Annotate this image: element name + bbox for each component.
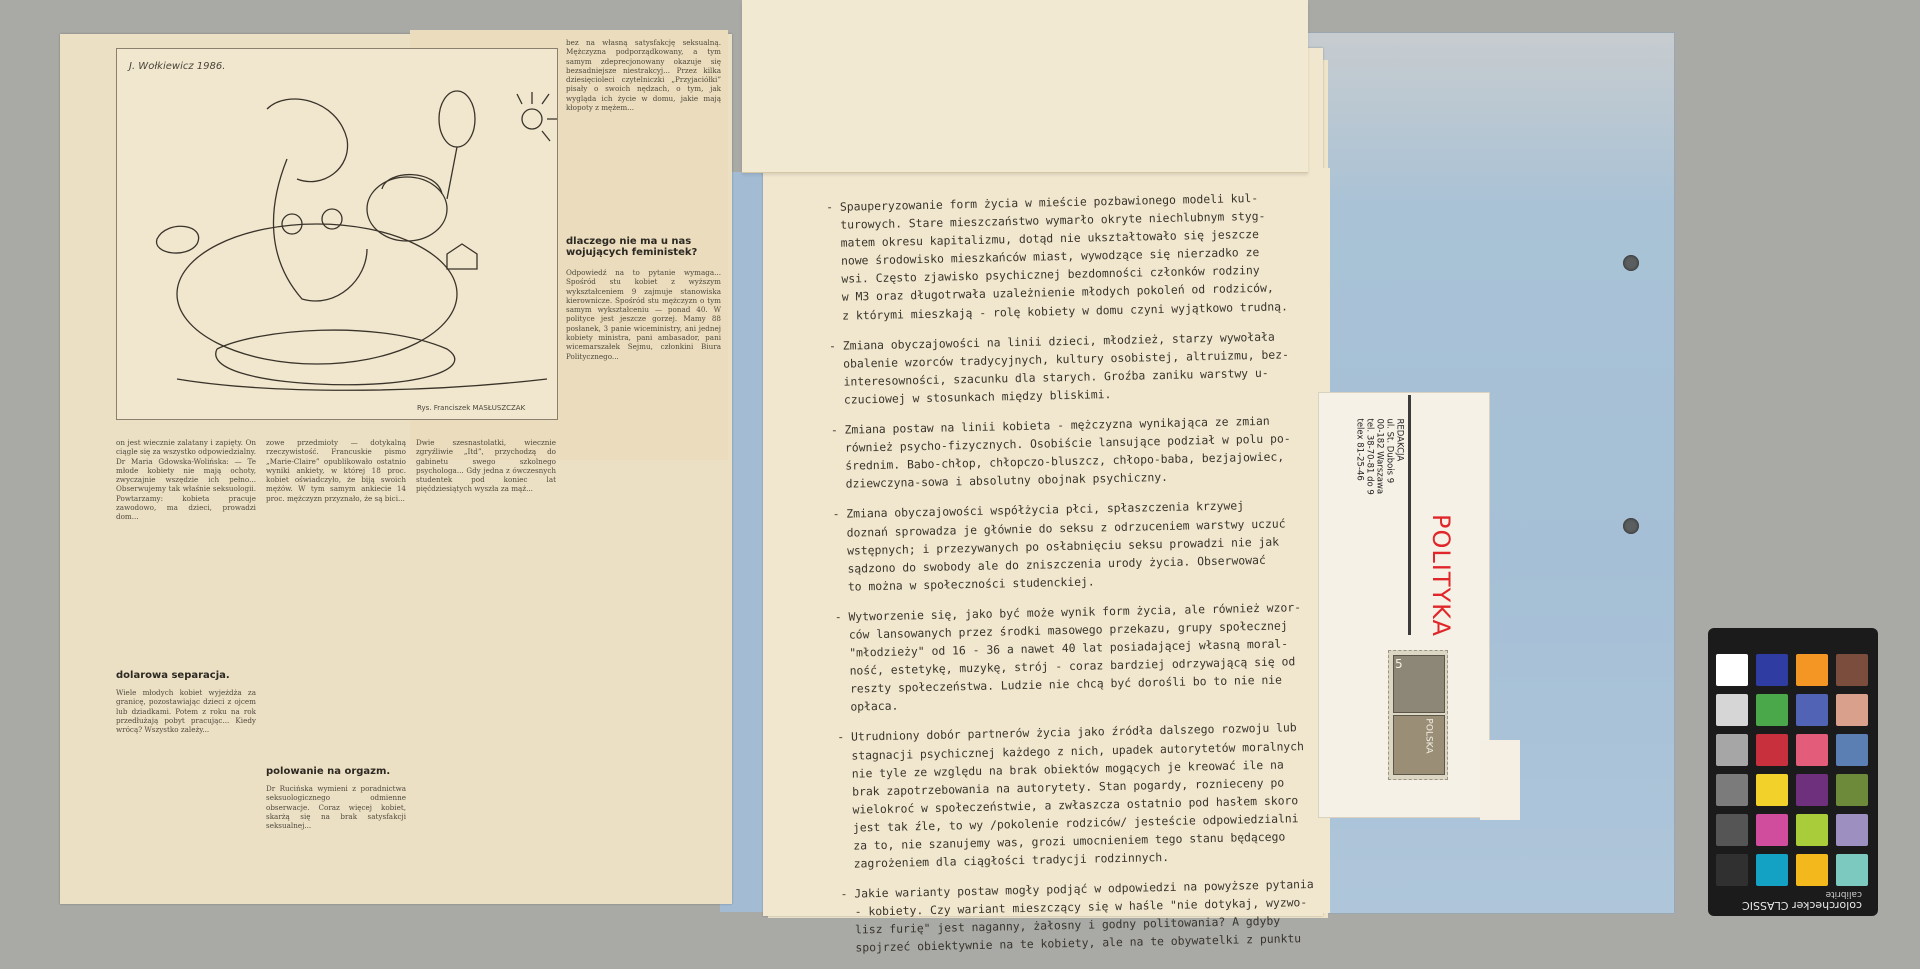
envelope-address — [1349, 400, 1409, 600]
color-patch — [1756, 734, 1788, 766]
stamp-value: 5 — [1395, 657, 1403, 671]
folded-top-flap — [742, 0, 1308, 173]
color-patch — [1716, 734, 1748, 766]
color-patch — [1796, 814, 1828, 846]
illustration-caption: Rys. Franciszek MASŁUSZCZAK — [417, 404, 526, 412]
postage-stamps — [1388, 650, 1448, 780]
article-column-right: Odpowiedź na to pytanie wymaga... Spośród stu kobiet z wyższym wykształceniem 9 zajmuje stanowiska kierownicze. Spośród stu mężczyzn o tym samym wykształceniu — ponad 40. W polityce jest jeszcze gorzej. Mamy 88 posłanek, 3 panie wiceministry, ani jednej kobiety ministra, pani ambasador, pani wicemarszałek Sejmu, członkini Biura Politycznego... — [566, 268, 721, 361]
color-checker-patches — [1714, 654, 1874, 894]
typescript-paragraph: - Utrudniony dobór partnerów życia jako źródła dalszego rozwoju lub stagnacji psychicznej każdego z nich, upadek autorytetów moralnych nie tyle ze względu na brak obiektów mogących je kreować ile na brak zapotrzebowania na autorytety. Stan pogardy, roznieceny po wielokroć w społeczeństwie, a zwłaszcza ostatnio pod hasłem skoro jest tak źle, to wy /pokolenie rodziców/ jesteście odpowiedzialni za to, nie szanujemy was, grozi umocnieniem tego stanu będącego zagrożeniem dla ciągłości tradycji rodzinnych. — [837, 720, 1305, 871]
address-line: REDAKCJA — [1394, 418, 1405, 462]
address-line: ul. St. Dubois 9 — [1384, 418, 1395, 484]
typescript-paragraph: - Zmiana obyczajowości współżycia płci, spłaszczenia krzywej doznań sprowadza je głównie do seksu z odrzuceniem warstwy uczuć wstępnych; i przezywanych po osłabnięciu seksu prowadzi nie jak sądzono do swobody ale do zniszczenia urody życia. Obserwować to można w społeczności studenckiej. — [832, 498, 1286, 594]
color-patch — [1756, 654, 1788, 686]
color-patch — [1756, 694, 1788, 726]
subheading-orgasm: polowanie na orgazm. — [266, 766, 391, 777]
color-patch — [1796, 654, 1828, 686]
color-patch — [1796, 734, 1828, 766]
color-patch — [1836, 774, 1868, 806]
typescript-paragraph: - Spauperyzowanie form życia w mieście pozbawionego modeli kul- turowych. Stare mieszczaństwo wymarło okryte niechlubnym styg- matem okresu kapitalizmu, dotąd nie ukształtowało się jeszcze nowe środowisko mieszkańców miast, wywodzące się nierzadko ze wsi. Często zjawisko psychicznej bezdomności członków rodziny w M3 oraz długotrwała uzależnienie młodych pokoleń od rodziców, z którymi mieszkają - rolę kobiety w domu czyni wyjątkowo trudną. — [826, 190, 1288, 323]
address-line: telex 81-25-46 — [1354, 418, 1365, 481]
color-patch — [1716, 694, 1748, 726]
stamp-bottom — [1393, 715, 1445, 775]
article-column-1b: Wiele młodych kobiet wyjeżdża za granicę, pozostawiając dzieci z ojcem lub dziadkami. Potem z roku na rok przedłużają pobyt pracując... Kiedy wrócą? Wszystko zależy... — [116, 688, 256, 735]
color-patch — [1836, 814, 1868, 846]
address-line: tel. 38-70-81 do 9 — [1364, 418, 1375, 495]
typescript-paragraph: - Jakie warianty postaw mogły podjąć w odpowiedzi na powyższe pytania - kobiety. Czy wariant mieszczący się w haśle "nie dotykaj, wyzwo- lisz furię" jest naganny, żałosny i godny politowania? A gdyby spojrzeć obiektywnie na te kobiety, ale na te obywatelki z punktu — [840, 877, 1314, 956]
punch-hole-top — [1623, 255, 1639, 271]
color-patch — [1796, 694, 1828, 726]
envelope-brand — [1419, 512, 1463, 637]
color-patch — [1716, 814, 1748, 846]
torn-envelope-flap — [1480, 740, 1520, 820]
typescript-paragraph: - Zmiana postaw na linii kobieta - mężczyzna wynikająca ze zmian również psycho-fizycznych. Osobiście lansujące podział w polu po- średnim. Babo-chłop, chłopczo-bluszcz, chłopo-baba, bezjajowiec, dziewczyna-sowa i absolutny obojnak psychiczny. — [830, 413, 1291, 492]
article-column-2: zowe przedmioty — dotykalną rzeczywistość. Francuskie pismo „Marie-Claire” opublikowało ostatnio wyniki ankiety, w której 18 proc. kobiet oświadczyło, że biją swoich mężów. W tym samym ankiecie 14 proc. mężczyzn przyznało, że są bici... — [266, 438, 406, 503]
punch-hole-bottom — [1623, 518, 1639, 534]
cartoon-illustration — [116, 48, 558, 420]
color-patch — [1756, 774, 1788, 806]
stamp-country: POLSKA — [1423, 718, 1434, 754]
subheading-dollar-separation: dolarowa separacja. — [116, 670, 230, 681]
subheading-feminists: dlaczego nie ma u nas wojujących feministek? — [566, 236, 698, 258]
color-patch — [1836, 734, 1868, 766]
typescript-paragraph: - Wytworzenie się, jako być może wynik form życia, ale również wzor- ców lansowanych przez środki masowego przekazu, grupy społecznej "młodzieży" od 16 - 36 a nawet 40 lat posiadającej własną moral- ność, estetykę, muzykę, strój - coraz bardziej odrzywającą się od reszty społeczeństwa. Ludzie nie chcą być dorośli bo to nie nie opłaca. — [834, 600, 1302, 715]
address-line: 00-182 Warszawa — [1374, 418, 1385, 495]
artist-signature: J. Wołkiewicz 1986. — [129, 61, 226, 72]
checker-name: colorchecker CLASSIC — [1742, 899, 1862, 912]
cartoon-drawing — [117, 49, 557, 419]
color-patch — [1836, 654, 1868, 686]
checker-brand: calibrite — [1825, 889, 1862, 899]
polityka-logo: POLITYKA — [1427, 514, 1455, 637]
color-checker-label — [1722, 876, 1862, 912]
color-patch — [1836, 694, 1868, 726]
address-block — [1355, 419, 1405, 584]
color-patch — [1716, 774, 1748, 806]
typescript-text — [826, 187, 1350, 969]
typescript-paragraph: - Zmiana obyczajowości na linii dzieci, młodzież, starzy wywołała obalenie wzorców tradycyjnych, kultury osobistej, altruizmu, bez- interesowności, szacunku dla starych. Groźba zaniku warstwy u- czuciowej w stosunkach między bliskimi. — [828, 329, 1289, 407]
article-column-2b: Dr Rucińska wymieni z poradnictwa seksuologicznego odmienne obserwacje. Coraz więcej kobiet, skarżą się na brak satysfakcji seksualnej... — [266, 784, 406, 831]
color-patch — [1716, 654, 1748, 686]
article-column-top: bez na własną satysfakcję seksualną. Mężczyzna podporządkowany, a tym samym zdeprecjonowany okazuje się bezsadniejsze niestrakcyj... Przez kilka dziesięcioleci czytelniczki „Przyjaciółki” pisały o swoich nędzach, o tym, jak wygląda ich życie w domu, jakie mają kłopoty z mężem... — [566, 38, 721, 113]
color-patch — [1756, 814, 1788, 846]
article-column-3: Dwie szesnastolatki, wiecznie zgryźliwie „Itd”, przychodzą do gabinetu swego szkolnego psychologa... Gdy jedna z ówczesnych studentek pod koniec lat pięćdziesiątych wyszła za mąż... — [416, 438, 556, 494]
color-patch — [1796, 774, 1828, 806]
article-column-1: on jest wiecznie zalatany i zapięty. On ciągle się za wszystko odpowiedzialny. Dr Maria Gdowska-Wolińska: — Te młode kobiety nie mają ochoty, zwyczajnie wszędzie ich pełno... Obserwujemy tak właśnie seksuologii. Powtarzamy: kobieta pracuje zawodowo, ma dzieci, prowadzi dom... — [116, 438, 256, 522]
